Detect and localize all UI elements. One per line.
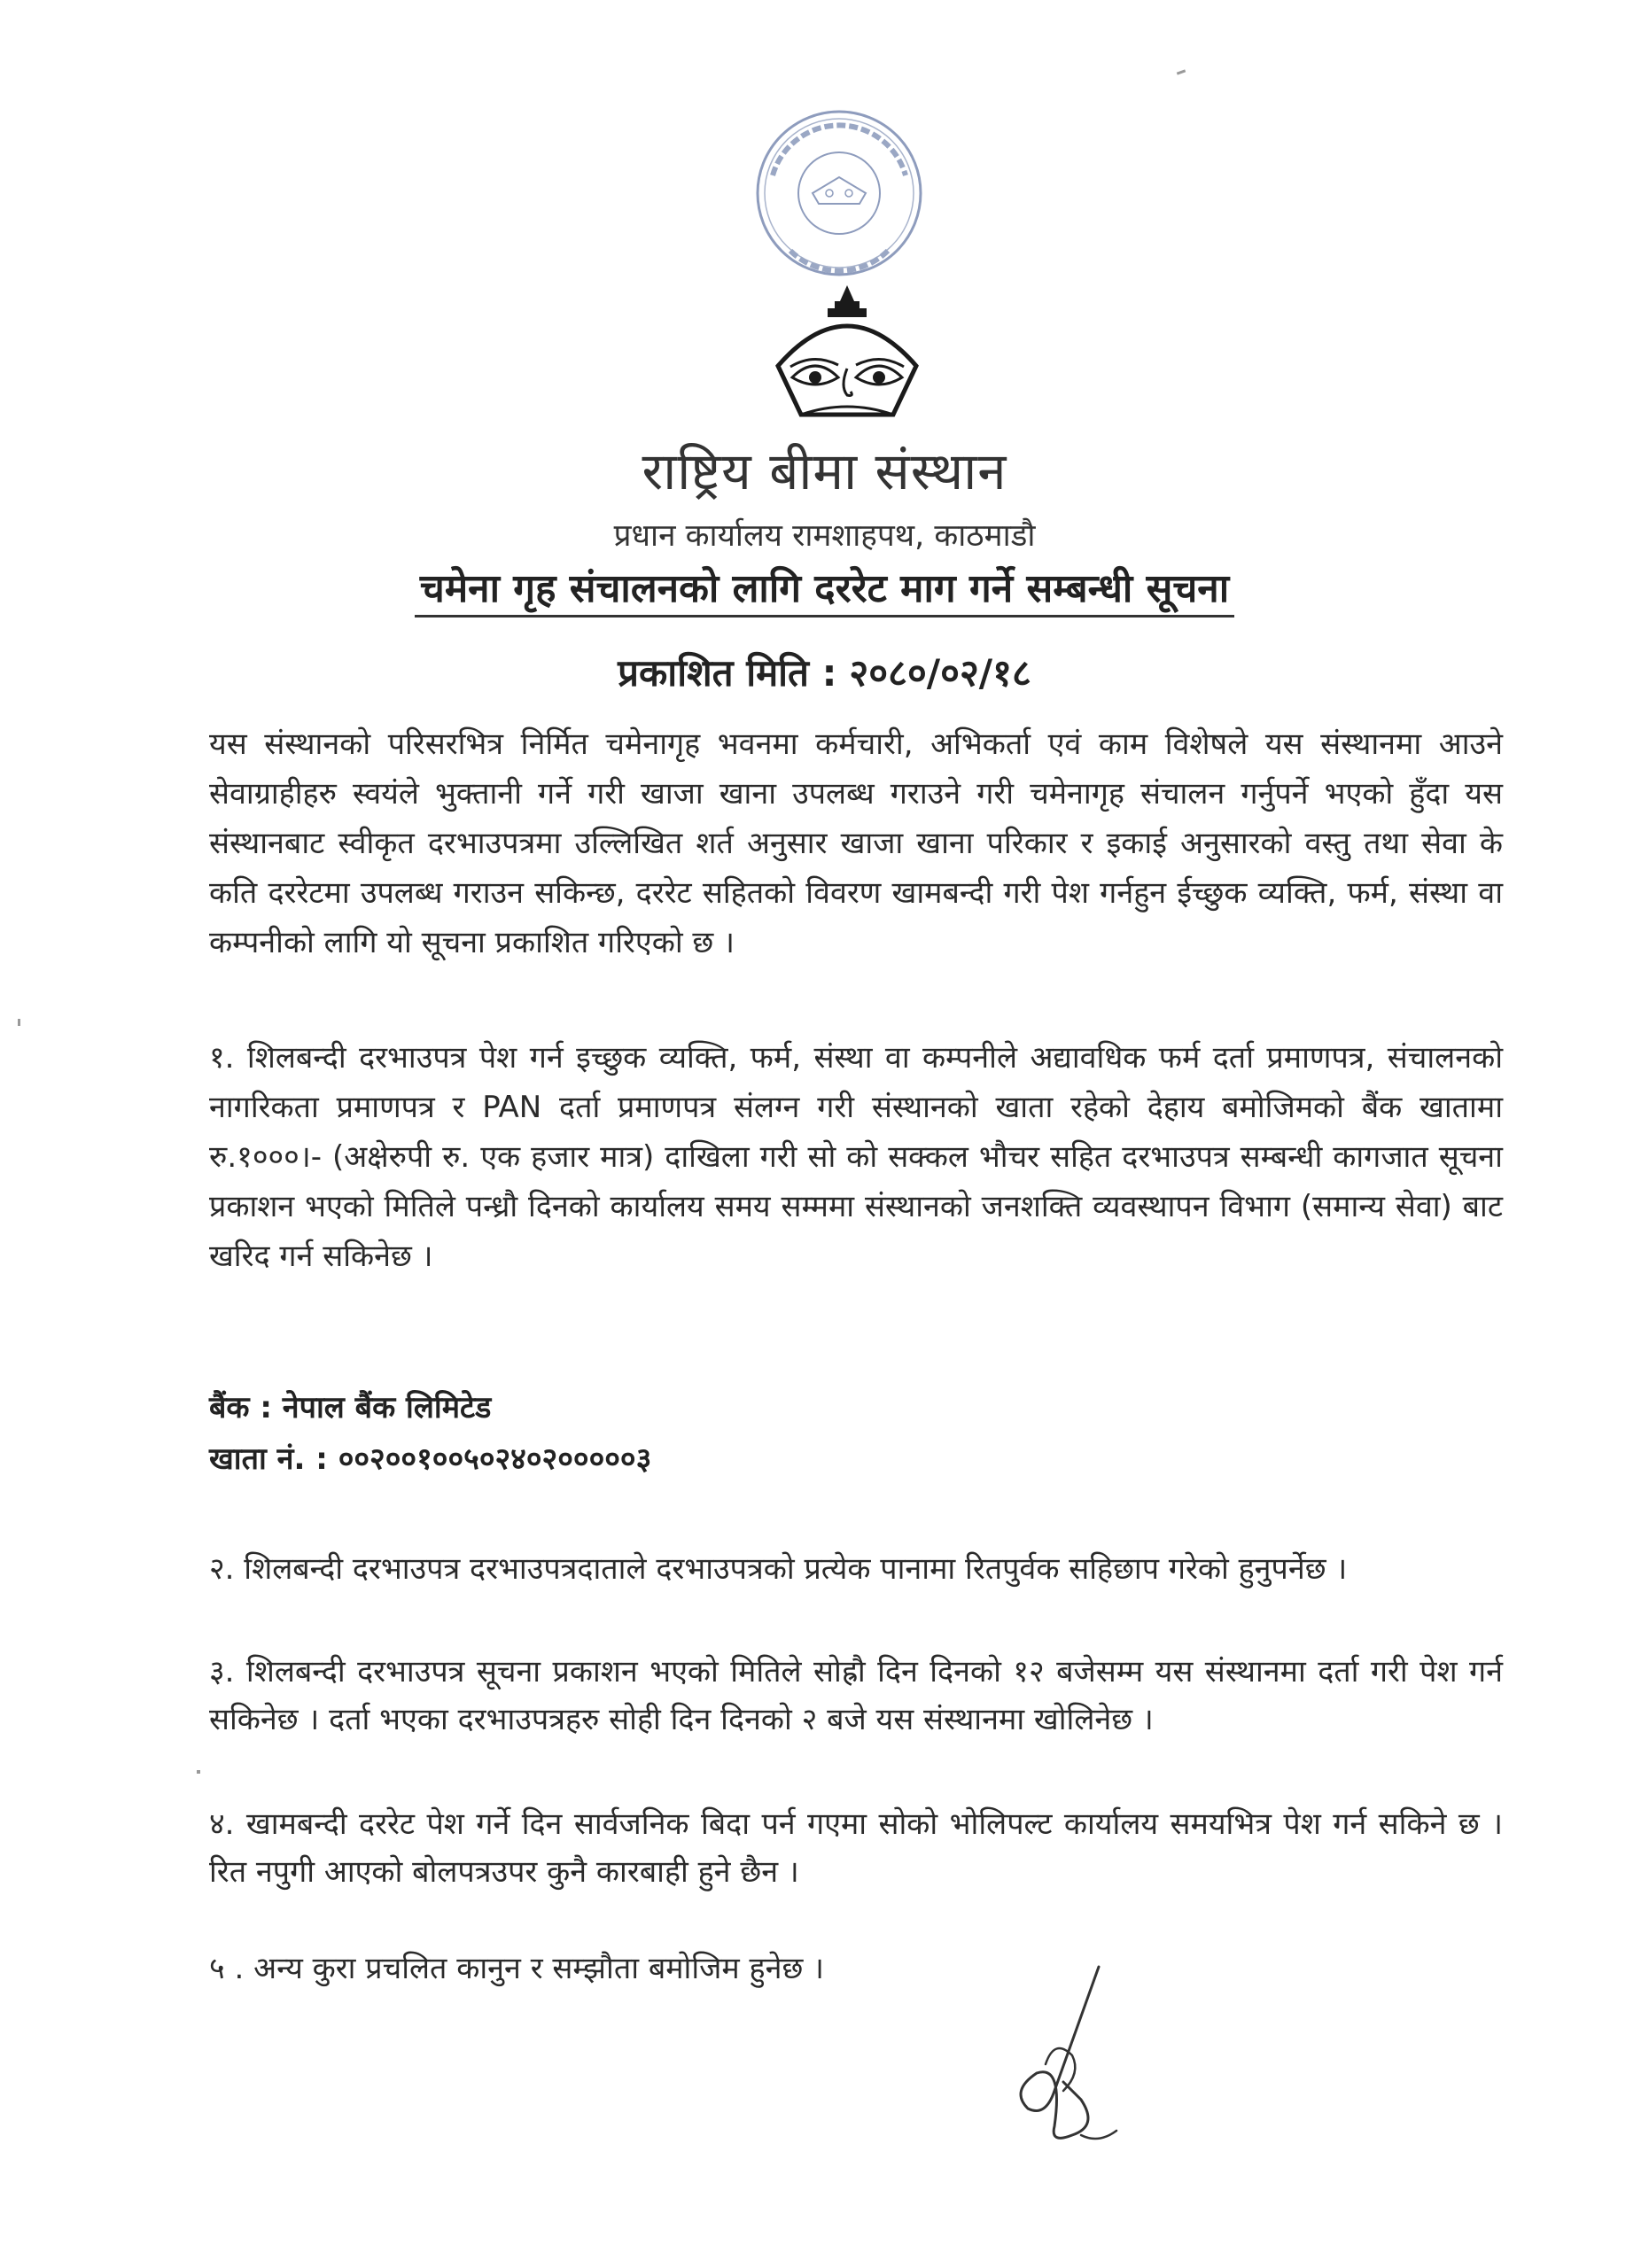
point-3-paragraph: ३. शिलबन्दी दरभाउपत्र सूचना प्रकाशन भएको मितिले सोह्रौ दिन दिनको १२ बजेसम्म यस संस्थानमा दर्ता गरी पेश गर्न सकिनेछ । दर्ता भएका दरभाउपत्रहरु सोही दिन दिनको २ बजे यस संस्थानमा खोलिनेछ । <box>209 1654 1503 1737</box>
intro-paragraph: यस संस्थानको परिसरभित्र निर्मित चमेनागृह भवनमा कर्मचारी, अभिकर्ता एवं काम विशेषले यस संस्थानमा आउने सेवाग्राहीहरु स्वयंले भुक्तानी गर्ने गरी खाजा खाना उपलब्ध गराउने गरी चमेनागृह संचालन गर्नुपर्ने भएको हुँदा यस संस्थानबाट स्वीकृत दरभाउपत्रमा उल्लिखित शर्त अनुसार खाजा खाना परिकार र इकाई अनुसारको वस्तु तथा सेवा के कति दररेटमा उपलब्ध गराउन सकिन्छ, दररेट सहितको विवरण खामबन्दी गरी पेश गर्नहुन ईच्छुक व्यक्ति, फर्म, संस्था वा कम्पनीको लागि यो सूचना प्रकाशित गरिएको छ । <box>209 726 1503 960</box>
notice-title-text: चमेना गृह संचालनको लागि दररेट माग गर्ने सम्बन्धी सूचना <box>415 566 1234 617</box>
organization-address: प्रधान कार्यालय रामशाहपथ, काठमाडौ <box>613 518 1036 554</box>
point-5-paragraph: ५ . अन्य कुरा प्रचलित कानुन र सम्झौता बमोजिम हुनेछ । <box>209 1951 824 1986</box>
organization-name: राष्ट्रिय बीमा संस्थान <box>642 441 1007 501</box>
emblem-eyes-logo <box>769 282 925 423</box>
signature <box>992 1958 1134 2153</box>
notice-title <box>0 560 1649 613</box>
office-stamp <box>746 105 932 282</box>
scan-speck <box>197 1770 200 1774</box>
bank-details <box>209 1382 651 1485</box>
scan-speck <box>1177 69 1186 74</box>
bank-name-line: बैंक : नेपाल बैंक लिमिटेड <box>209 1390 492 1425</box>
published-label: प्रकाशित मिति : <box>618 651 837 695</box>
scan-speck <box>18 1019 20 1026</box>
published-date-line <box>0 647 1649 697</box>
published-date: २०८०/०२/१८ <box>849 651 1031 695</box>
point-1-paragraph: १. शिलबन्दी दरभाउपत्र पेश गर्न इच्छुक व्यक्ति, फर्म, संस्था वा कम्पनीले अद्यावधिक फर्म दर्ता प्रमाणपत्र, संचालनको नागरिकता प्रमाणपत्र र PAN दर्ता प्रमाणपत्र संलग्न गरी संस्थानको खाता रहेको देहाय बमोजिमको बैंक खातामा रु.१०००।- (अक्षेरुपी रु. एक हजार मात्र) दाखिला गरी सो को सक्कल भौचर सहित दरभाउपत्र सम्बन्धी कागजात सूचना प्रकाशन भएको मितिले पन्ध्रौ दिनको कार्यालय समय सम्ममा संस्थानको जनशक्ति व्यवस्थापन विभाग (समान्य सेवा) बाट खरिद गर्न सकिनेछ । <box>209 1040 1503 1274</box>
account-number-line: खाता नं. : ००२००१००५०२४०२०००००३ <box>209 1441 652 1477</box>
point-4-paragraph: ४. खामबन्दी दररेट पेश गर्ने दिन सार्वजनिक बिदा पर्न गएमा सोको भोलिपल्ट कार्यालय समयभित्र पेश गर्न सकिने छ । रित नपुगी आएको बोलपत्रउपर कुनै कारबाही हुने छैन । <box>209 1806 1503 1890</box>
point-2-paragraph: २. शिलबन्दी दरभाउपत्र दरभाउपत्रदाताले दरभाउपत्रको प्रत्येक पानामा रितपुर्वक सहिछाप गरेको हुनुपर्नेछ । <box>209 1551 1348 1587</box>
